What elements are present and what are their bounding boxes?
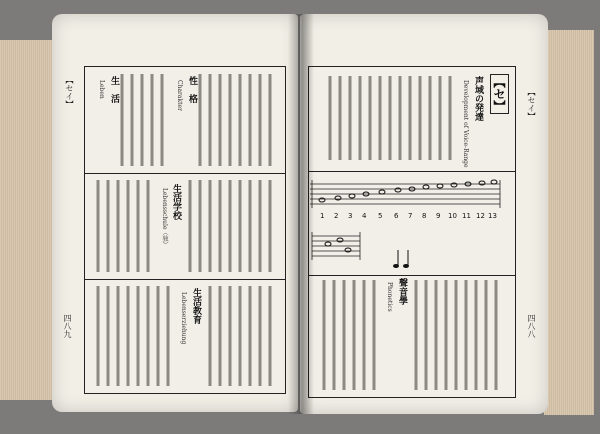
bass-staff — [312, 232, 360, 260]
right-entry-sub-2: Phonetics — [386, 282, 393, 312]
left-page — [52, 14, 298, 412]
left-entry-sub-2: Leben — [98, 80, 105, 99]
scale-label-1: 1 — [320, 212, 325, 220]
scale-label-11: 11 — [462, 212, 471, 220]
left-entry-heading-4: 生活教育 — [191, 288, 201, 324]
scale-label-10: 10 — [448, 212, 457, 220]
left-entry-heading-3: 生活学校 — [171, 184, 181, 220]
right-page — [300, 14, 548, 414]
scale-label-13: 13 — [488, 212, 497, 220]
right-folio: 四八八 — [527, 314, 536, 338]
scale-label-5: 5 — [378, 212, 383, 220]
left-entry-heading-2: 生 活 — [109, 76, 119, 103]
voice-range-diagram — [300, 14, 548, 414]
right-page-edge — [544, 30, 594, 415]
scale-label-9: 9 — [436, 212, 441, 220]
scale-label-8: 8 — [422, 212, 427, 220]
left-header-tab: 【セイ】 — [65, 76, 74, 108]
left-entry-sub-4: Lebenserziehung — [180, 292, 187, 345]
left-page-edge — [0, 40, 56, 400]
right-header-tab: 【セイ】 — [527, 88, 536, 120]
left-folio: 四八九 — [63, 314, 72, 338]
staff-lines — [310, 180, 500, 208]
scale-label-6: 6 — [394, 212, 399, 220]
scale-label-12: 12 — [476, 212, 485, 220]
left-body-text-lines — [52, 14, 298, 412]
scale-label-7: 7 — [408, 212, 413, 220]
right-entry-heading-2: 聲音學 — [397, 278, 407, 305]
right-section-mark: 【セ】 — [490, 74, 509, 114]
left-entry-sub-1: Charakter — [176, 80, 183, 111]
left-entry-sub-3: Lebensschule（独） — [161, 188, 168, 248]
scale-label-4: 4 — [362, 212, 367, 220]
right-entry-sub-1: Development of Voice-Range — [462, 80, 469, 168]
right-entry-heading-1: 声域の発達 — [473, 76, 483, 121]
scale-label-2: 2 — [334, 212, 339, 220]
scale-label-3: 3 — [348, 212, 353, 220]
left-entry-heading-1: 性 格 — [187, 76, 197, 103]
